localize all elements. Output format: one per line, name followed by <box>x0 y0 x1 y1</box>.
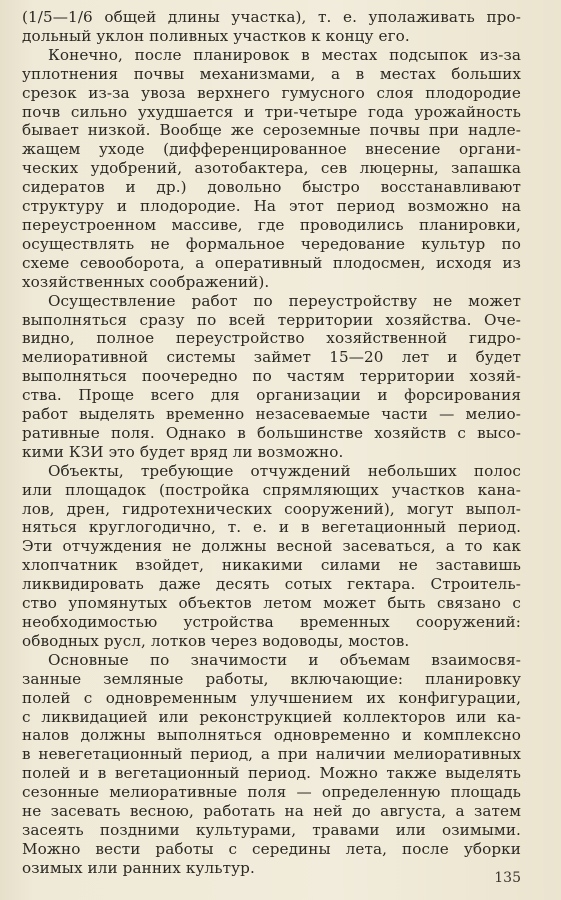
text-line: видно, полное переустройство хозяйственной гидро- <box>22 329 521 348</box>
page-number: 135 <box>494 870 521 886</box>
text-line: лов, дрен, гидротехнических сооружений), могут выпол- <box>22 499 521 518</box>
text-line: ческих удобрений, азотобактера, сев люцерны, запашка <box>22 159 521 178</box>
text-line: ство упомянутых объектов летом может быть связано с <box>22 594 521 613</box>
text-line: с ликвидацией или реконструкцией коллекторов или ка- <box>22 707 521 726</box>
text-line: (1/5—1/6 общей длины участка), т. е. уполаживать про- <box>22 8 521 26</box>
text-line: не засевать весною, работать на ней до августа, а затем <box>22 802 521 821</box>
text-line: сидератов и др.) довольно быстро восстанавливают <box>22 178 521 197</box>
text-line: обводных русл, лотков через водоводы, мостов. <box>22 631 410 650</box>
text-line: полей с одновременным улучшением их конфигурации, <box>22 688 521 707</box>
text-line: выполняться поочередно по частям территории хозяй- <box>22 367 521 386</box>
text-line: мелиоративной системы займет 15—20 лет и будет <box>22 348 521 367</box>
text-line: Осуществление работ по переустройству не может <box>48 291 521 310</box>
text-line: ства. Проще всего для организации и форсирования <box>22 386 521 405</box>
text-line: срезок из-за увоза верхнего гумусного слоя плодородие <box>22 83 521 102</box>
text-line: схеме севооборота, а оперативный плодосмен, исходя из <box>22 253 521 272</box>
text-line: озимых или ранних культур. <box>22 858 255 877</box>
text-line: хлопчатник взойдет, никакими силами не заставишь <box>22 556 521 575</box>
text-line: или площадок (постройка спрямляющих участков кана- <box>22 480 521 499</box>
paragraph <box>22 8 521 46</box>
paragraph <box>22 292 521 462</box>
paragraph <box>22 651 521 878</box>
text-line: бывает низкой. Вообще же сероземные почвы при надле- <box>22 121 521 140</box>
text-line: ративные поля. Однако в большинстве хозяйств с высо- <box>22 423 521 442</box>
text-line: почв сильно ухудшается и три-четыре года урожайность <box>22 102 521 121</box>
text-line: осуществлять не формальное чередование культур по <box>22 234 521 253</box>
text-line: в невегетационный период, а при наличии мелиоративных <box>22 745 521 764</box>
paragraph <box>22 46 521 292</box>
text-line: кими КЗИ это будет вряд ли возможно. <box>22 442 344 461</box>
text-line: необходимостью устройства временных сооружений: <box>22 613 521 631</box>
paragraph <box>22 462 521 651</box>
text-line: Конечно, после планировок в местах подсыпок из-за <box>48 45 521 64</box>
text-line: выполняться сразу по всей территории хозяйства. Оче- <box>22 310 521 329</box>
body-text <box>22 8 521 878</box>
text-line: засеять поздними культурами, травами или озимыми. <box>22 820 521 839</box>
text-line: полей и в вегетационный период. Можно также выделять <box>22 764 521 783</box>
text-line: Эти отчуждения не должны весной засеваться, а то как <box>22 537 521 556</box>
text-line: няться круглогодично, т. е. и в вегетационный период. <box>22 518 521 537</box>
text-line: структуру и плодородие. На этот период возможно на <box>22 197 521 216</box>
text-line: Можно вести работы с середины лета, после уборки <box>22 839 521 858</box>
text-line: переустроенном массиве, где проводились планировки, <box>22 215 521 234</box>
text-line: хозяйственных соображений). <box>22 272 270 291</box>
text-line: налов должны выполняться одновременно и комплексно <box>22 726 521 745</box>
text-line: работ выделять временно незасеваемые части — мелио- <box>22 405 521 424</box>
text-line: ликвидировать даже десять сотых гектара. Строитель- <box>22 575 521 594</box>
text-line: сезонные мелиоративные поля — определенную площадь <box>22 783 521 802</box>
text-line: занные земляные работы, включающие: планировку <box>22 669 521 688</box>
text-line: Основные по значимости и объемам взаимосвя- <box>48 650 521 669</box>
text-line: дольный уклон поливных участков к концу его. <box>22 26 410 45</box>
text-line: Объекты, требующие отчуждений небольших полос <box>48 461 521 480</box>
text-line: уплотнения почвы механизмами, а в местах больших <box>22 64 521 83</box>
text-line: жащем уходе (дифференцированное внесение органи- <box>22 140 521 159</box>
